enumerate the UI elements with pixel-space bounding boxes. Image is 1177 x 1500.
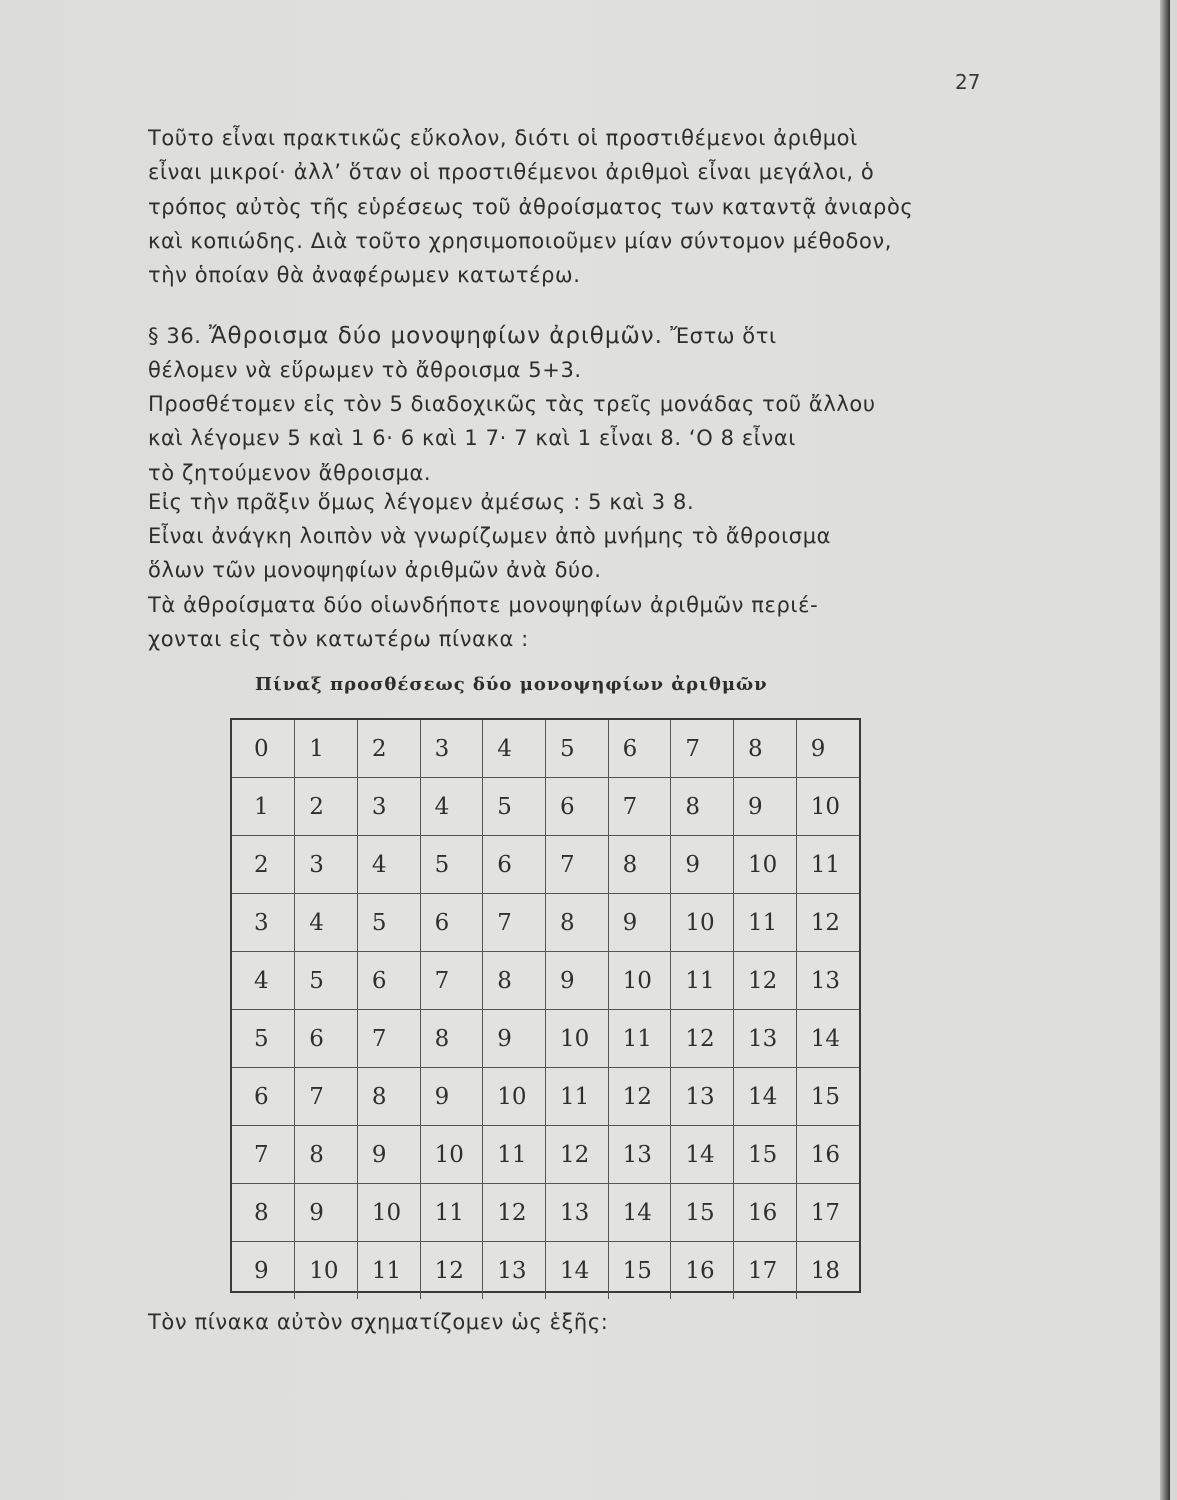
table-cell: 7 xyxy=(232,1126,295,1184)
table-cell: 11 xyxy=(734,894,797,952)
table-row xyxy=(232,1126,859,1184)
table-cell: 6 xyxy=(608,720,671,778)
table-cell: 6 xyxy=(420,894,483,952)
table-cell: 12 xyxy=(608,1068,671,1126)
table-cell: 18 xyxy=(796,1242,859,1300)
table-cell: 11 xyxy=(545,1068,608,1126)
table-cell: 9 xyxy=(483,1010,546,1068)
table-cell: 3 xyxy=(420,720,483,778)
page-number: 27 xyxy=(955,70,981,94)
table-cell: 9 xyxy=(734,778,797,836)
table-row xyxy=(232,894,859,952)
text-line: Προσθέτομεν εἰς τὸν 5 διαδοχικῶς τὰς τρεῖς μονάδας τοῦ ἄλλου xyxy=(148,392,876,416)
table-row xyxy=(232,952,859,1010)
table-cell: 5 xyxy=(357,894,420,952)
table-cell: 6 xyxy=(295,1010,358,1068)
table-cell: 10 xyxy=(483,1068,546,1126)
text-line: Τοῦτο εἶναι πρακτικῶς εὔκολον, διότι οἱ προστιθέμενοι ἀριθμοὶ xyxy=(148,126,858,150)
addition-table-grid xyxy=(232,720,859,1299)
table-cell: 10 xyxy=(608,952,671,1010)
table-cell: 5 xyxy=(295,952,358,1010)
table-cell: 16 xyxy=(796,1126,859,1184)
table-cell: 13 xyxy=(483,1242,546,1300)
table-cell: 16 xyxy=(671,1242,734,1300)
paragraph-table-intro xyxy=(148,588,988,657)
table-cell: 9 xyxy=(796,720,859,778)
table-row xyxy=(232,778,859,836)
table-cell: 10 xyxy=(295,1242,358,1300)
table-cell: 12 xyxy=(545,1126,608,1184)
table-cell: 6 xyxy=(545,778,608,836)
table-cell: 13 xyxy=(608,1126,671,1184)
table-cell: 9 xyxy=(420,1068,483,1126)
table-cell: 14 xyxy=(734,1068,797,1126)
table-cell: 10 xyxy=(545,1010,608,1068)
table-cell: 7 xyxy=(671,720,734,778)
section-number: § 36. xyxy=(148,324,202,348)
table-cell: 10 xyxy=(420,1126,483,1184)
table-cell: 5 xyxy=(420,836,483,894)
table-cell: 13 xyxy=(734,1010,797,1068)
table-row xyxy=(232,1068,859,1126)
table-cell: 7 xyxy=(545,836,608,894)
table-cell: 12 xyxy=(483,1184,546,1242)
section-heading-line xyxy=(148,319,988,353)
table-cell: 12 xyxy=(734,952,797,1010)
table-cell: 10 xyxy=(734,836,797,894)
table-cell: 16 xyxy=(734,1184,797,1242)
table-cell: 6 xyxy=(232,1068,295,1126)
table-cell: 10 xyxy=(796,778,859,836)
table-cell: 11 xyxy=(483,1126,546,1184)
paragraph-practice xyxy=(148,485,988,519)
section-heading xyxy=(148,319,988,388)
table-row xyxy=(232,720,859,778)
table-cell: 4 xyxy=(295,894,358,952)
table-cell: 9 xyxy=(608,894,671,952)
table-cell: 14 xyxy=(608,1184,671,1242)
table-cell: 4 xyxy=(420,778,483,836)
paragraph-intro xyxy=(148,121,988,292)
table-cell: 13 xyxy=(545,1184,608,1242)
table-cell: 12 xyxy=(671,1010,734,1068)
table-cell: 8 xyxy=(295,1126,358,1184)
table-cell: 15 xyxy=(796,1068,859,1126)
table-cell: 9 xyxy=(254,1257,269,1284)
addition-table xyxy=(230,718,861,1293)
table-cell: 11 xyxy=(796,836,859,894)
table-cell: 8 xyxy=(734,720,797,778)
table-cell: 7 xyxy=(483,894,546,952)
table-row xyxy=(232,1184,859,1242)
text-line: τὴν ὁποίαν θὰ ἀναφέρωμεν κατωτέρω. xyxy=(148,263,581,288)
table-cell: 14 xyxy=(796,1010,859,1068)
text-line: καὶ λέγομεν 5 καὶ 1 6· 6 καὶ 1 7· 7 καὶ 1 εἶναι 8. ‘Ο 8 εἶναι xyxy=(148,426,796,451)
table-cell: 8 xyxy=(608,836,671,894)
table-cell: 11 xyxy=(420,1184,483,1242)
table-cell: 17 xyxy=(796,1184,859,1242)
table-cell: 8 xyxy=(545,894,608,952)
table-cell: 5 xyxy=(232,1010,295,1068)
text-line: Εἰς τὴν πρᾶξιν ὅμως λέγομεν ἀμέσως : 5 καὶ 3 8. xyxy=(148,490,695,514)
text-line: Τὰ ἀθροίσματα δύο οἱωνδήποτε μονοψηφίων ἀριθμῶν περιέ- xyxy=(148,593,819,617)
table-cell: 2 xyxy=(357,720,420,778)
table-cell: 4 xyxy=(232,952,295,1010)
table-cell: 1 xyxy=(232,778,295,836)
table-cell: 8 xyxy=(357,1068,420,1126)
closing-sentence: Τὸν πίνακα αὐτὸν σχηματίζομεν ὡς ἑξῆς: xyxy=(148,1310,609,1334)
table-cell: 2 xyxy=(295,778,358,836)
table-cell: 10 xyxy=(357,1184,420,1242)
table-cell: 14 xyxy=(545,1242,608,1300)
text-line: χονται εἰς τὸν κατωτέρω πίνακα : xyxy=(148,627,529,652)
table-caption: Πίναξ προσθέσεως δύο μονοψηφίων ἀριθμῶν xyxy=(255,674,768,695)
text-line: Εἶναι ἀνάγκη λοιπὸν νὰ γνωρίζωμεν ἀπὸ μνήμης τὸ ἄθροισμα xyxy=(148,524,832,548)
table-cell: 7 xyxy=(420,952,483,1010)
table-cell: 14 xyxy=(671,1126,734,1184)
table-cell: 3 xyxy=(232,894,295,952)
text-line: θέλομεν νὰ εὕρωμεν τὸ ἄθροισμα 5+3. xyxy=(148,358,582,383)
paragraph-explanation xyxy=(148,387,988,490)
table-cell: 15 xyxy=(671,1184,734,1242)
table-cell: 12 xyxy=(420,1242,483,1300)
table-cell: 0 xyxy=(232,720,295,778)
table-cell: 7 xyxy=(357,1010,420,1068)
table-cell: 8 xyxy=(232,1184,295,1242)
table-cell: 11 xyxy=(357,1242,420,1300)
table-cell: 11 xyxy=(608,1010,671,1068)
table-cell: 8 xyxy=(420,1010,483,1068)
table-row xyxy=(232,836,859,894)
table-cell: 5 xyxy=(483,778,546,836)
text-line: τὸ ζητούμενον ἄθροισμα. xyxy=(148,460,432,485)
table-cell: 6 xyxy=(483,836,546,894)
table-cell: 2 xyxy=(232,836,295,894)
table-cell: 8 xyxy=(483,952,546,1010)
table-cell: 4 xyxy=(483,720,546,778)
table-cell: 7 xyxy=(608,778,671,836)
section-text: Ἔστω ὅτι xyxy=(670,324,777,348)
table-cell: 1 xyxy=(295,720,358,778)
table-cell: 8 xyxy=(671,778,734,836)
text-line: ὅλων τῶν μονοψηφίων ἀριθμῶν ἀνὰ δύο. xyxy=(148,558,602,583)
table-cell: 4 xyxy=(357,836,420,894)
table-cell: 9 xyxy=(545,952,608,1010)
text-line: εἶναι μικροί· ἀλλ’ ὅταν οἱ προστιθέμενοι ἀριθμοὶ εἶναι μεγάλοι, ὁ xyxy=(148,160,875,185)
table-cell: 7 xyxy=(295,1068,358,1126)
table-cell: 6 xyxy=(357,952,420,1010)
table-cell: 13 xyxy=(671,1068,734,1126)
table-cell: 17 xyxy=(734,1242,797,1300)
table-cell: 5 xyxy=(545,720,608,778)
table-cell: 15 xyxy=(608,1242,671,1300)
table-cell: 3 xyxy=(357,778,420,836)
table-cell: 9 xyxy=(671,836,734,894)
table-row xyxy=(232,1242,859,1300)
table-cell: 9 xyxy=(357,1126,420,1184)
table-cell: 3 xyxy=(295,836,358,894)
table-cell: 13 xyxy=(796,952,859,1010)
table-cell: 12 xyxy=(796,894,859,952)
table-cell: 9 xyxy=(295,1184,358,1242)
table-cell: 11 xyxy=(671,952,734,1010)
text-line: τρόπος αὐτὸς τῆς εὑρέσεως τοῦ ἀθροίσματος των καταντᾷ ἀνιαρὸς xyxy=(148,194,914,219)
page-edge-shadow xyxy=(1160,0,1170,1500)
text-line: καὶ κοπιώδης. Διὰ τοῦτο χρησιμοποιοῦμεν μίαν σύντομον μέθοδον, xyxy=(148,228,893,253)
paragraph-memory xyxy=(148,519,988,588)
table-cell: 15 xyxy=(734,1126,797,1184)
table-row xyxy=(232,1010,859,1068)
table-cell: 10 xyxy=(671,894,734,952)
section-title: Ἄθροισμα δύο μονοψηφίων ἀριθμῶν. xyxy=(208,323,663,349)
